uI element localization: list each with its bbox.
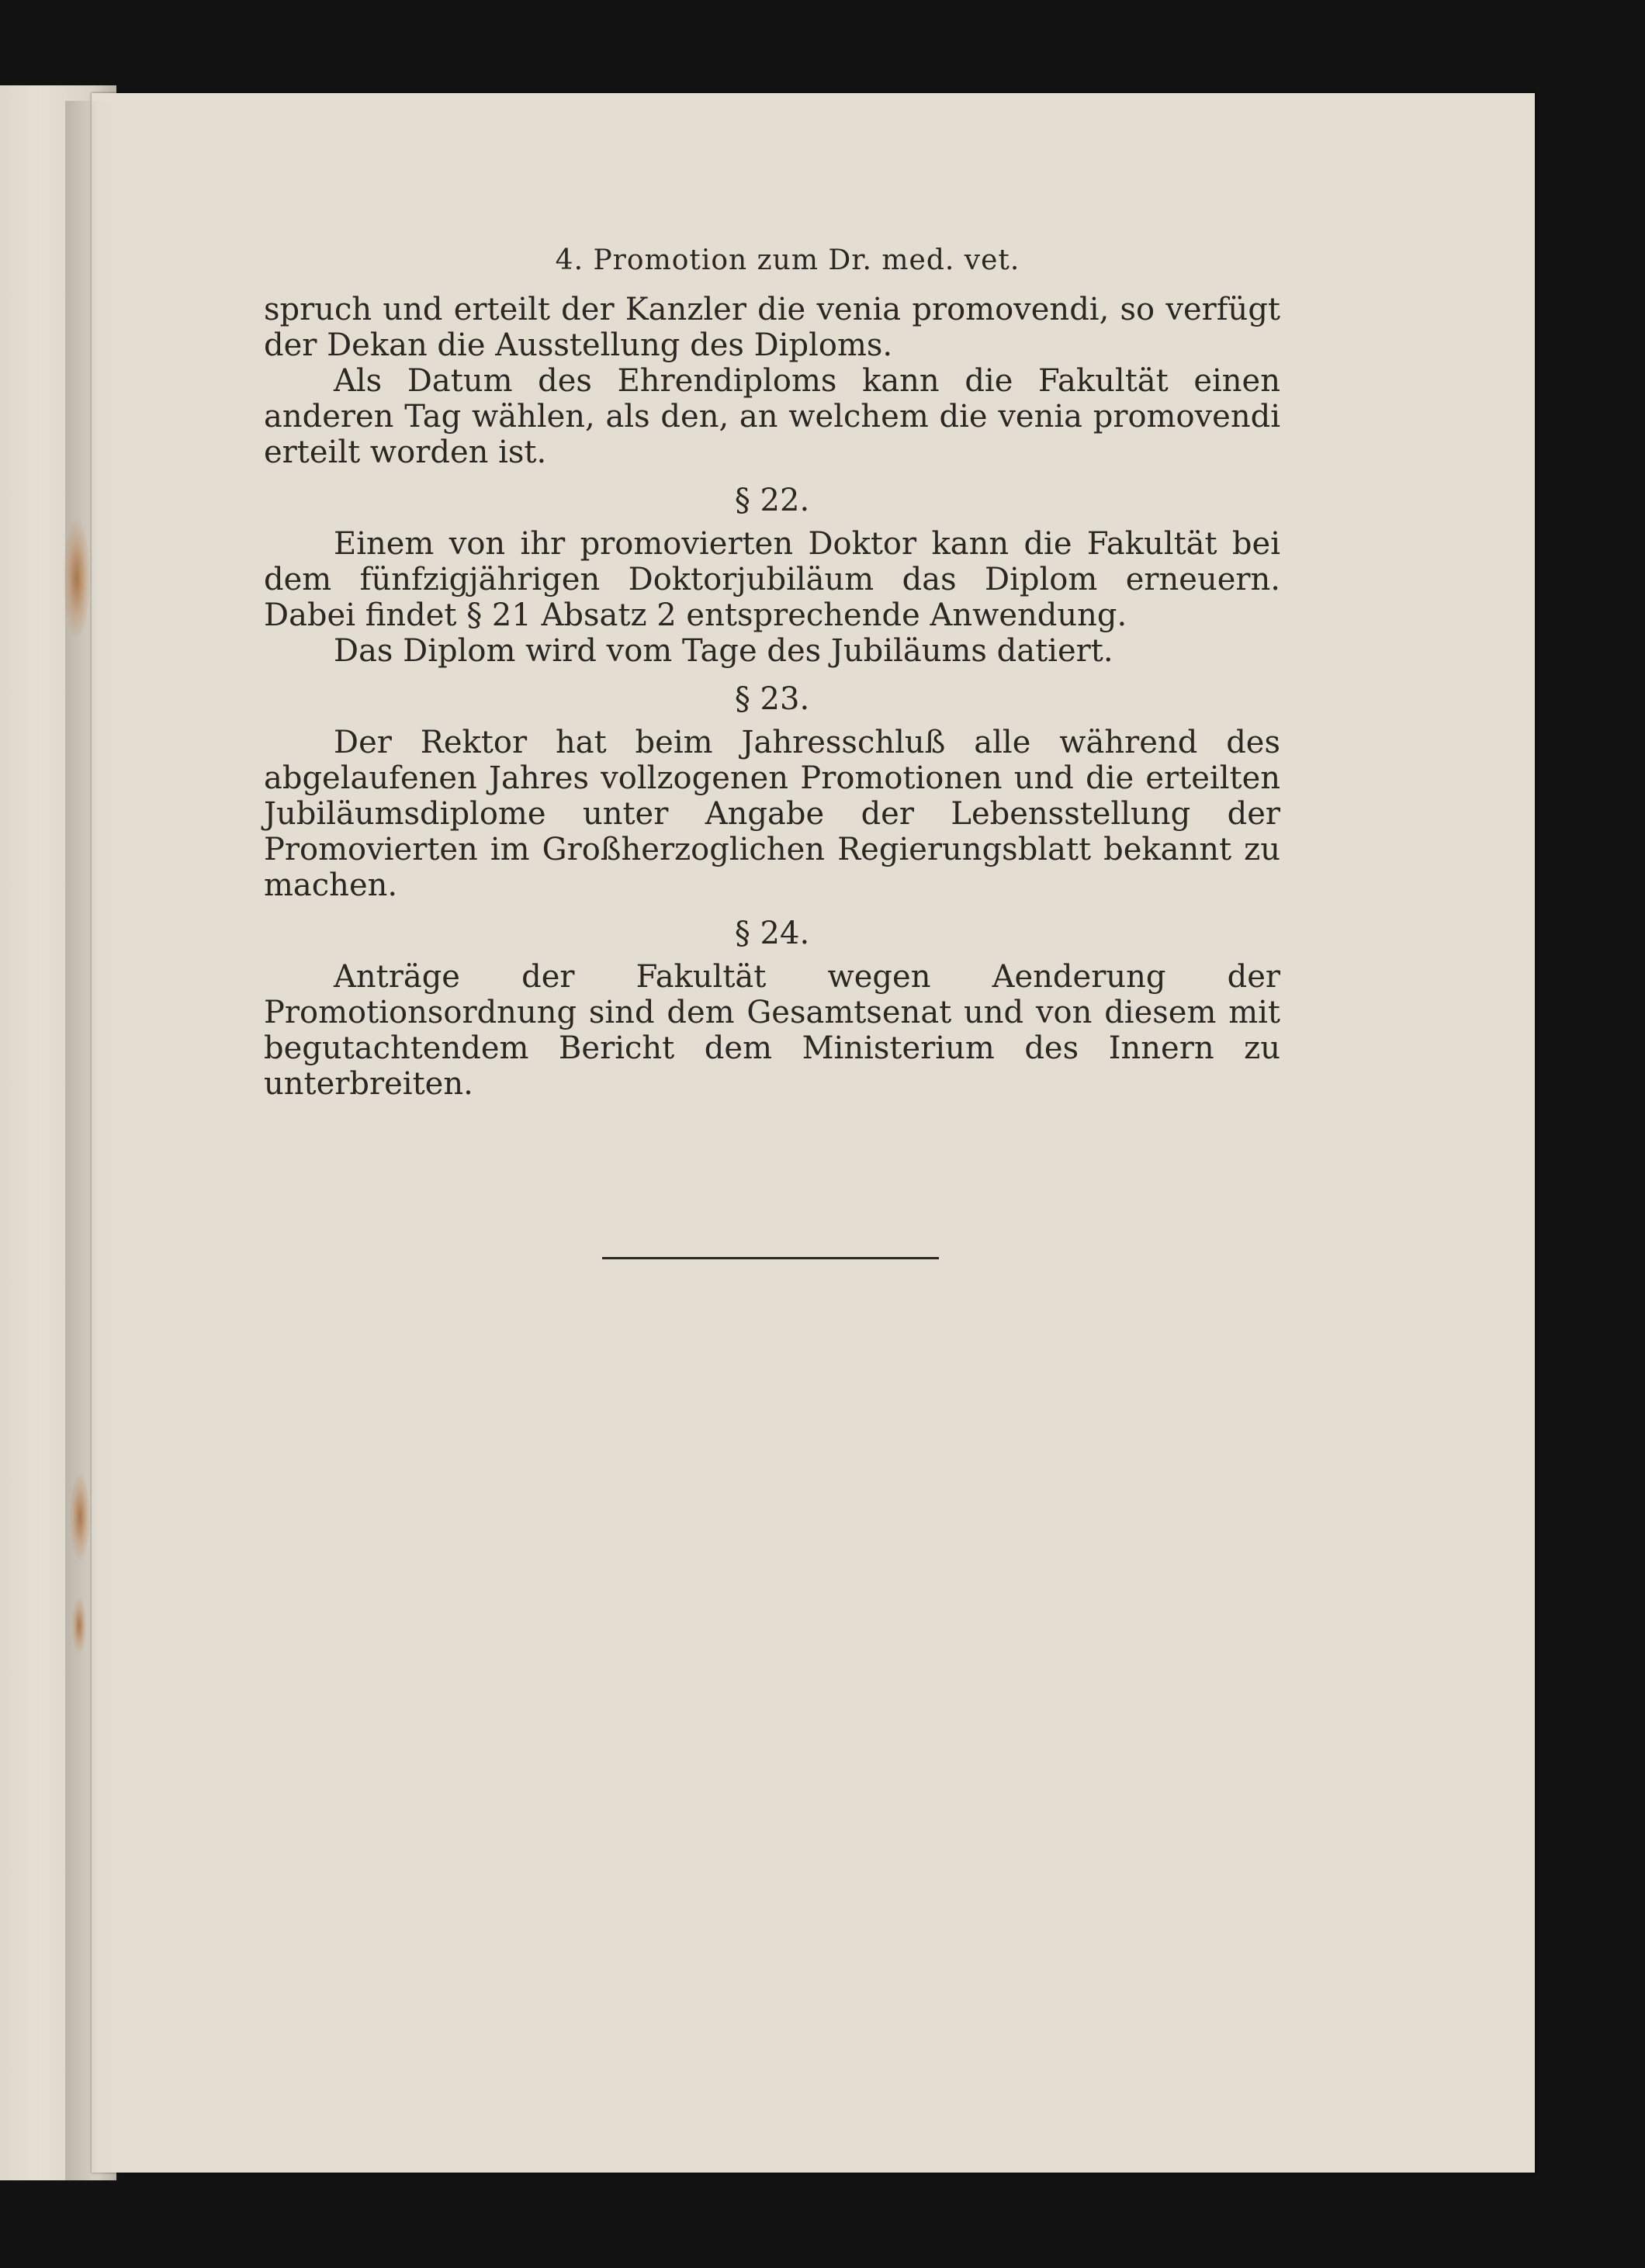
paragraph: Das Diplom wird vom Tage des Jubiläums datiert. [334,633,1113,669]
paragraph: Der Rektor hat beim Jahresschluß alle während des abgelaufenen Jahres vollzogenen Promotionen und die erteilten Jubiläumsdiplome unter Angabe der Lebensstellung der Promovierten im Großherzoglichen Regierungsblatt bekannt zu machen. [264,725,1280,903]
paragraph: Einem von ihr promovierten Doktor kann die Fakultät bei dem fünfzigjährigen Doktorjubiläum das Diplom erneuern. Dabei findet § 21 Absatz 2 entsprechende Anwendung. [264,526,1280,633]
paragraph: Anträge der Fakultät wegen Aenderung der Promotionsordnung sind dem Gesamtsenat und von diesem mit begutachtendem Bericht dem Ministerium des Innern zu unterbreiten. [264,959,1280,1102]
end-rule [602,1257,939,1259]
paragraph: spruch und erteilt der Kanzler die venia promovendi, so verfügt der Dekan die Ausstellung des Diploms. [264,292,1280,363]
paragraph: Als Datum des Ehrendiploms kann die Fakultät einen anderen Tag wählen, als den, an welchem die venia promovendi erteilt worden ist. [264,363,1280,470]
page-gutter [65,101,119,2180]
running-head: 4. Promotion zum Dr. med. vet. [555,244,1020,276]
section-number: § 22. [734,483,810,518]
page-text [264,244,1280,1102]
section-number: § 24. [734,916,810,951]
foxing-stain [72,1598,86,1653]
foxing-stain [70,1474,90,1560]
section-number: § 23. [734,681,810,717]
foxing-stain [64,520,90,636]
